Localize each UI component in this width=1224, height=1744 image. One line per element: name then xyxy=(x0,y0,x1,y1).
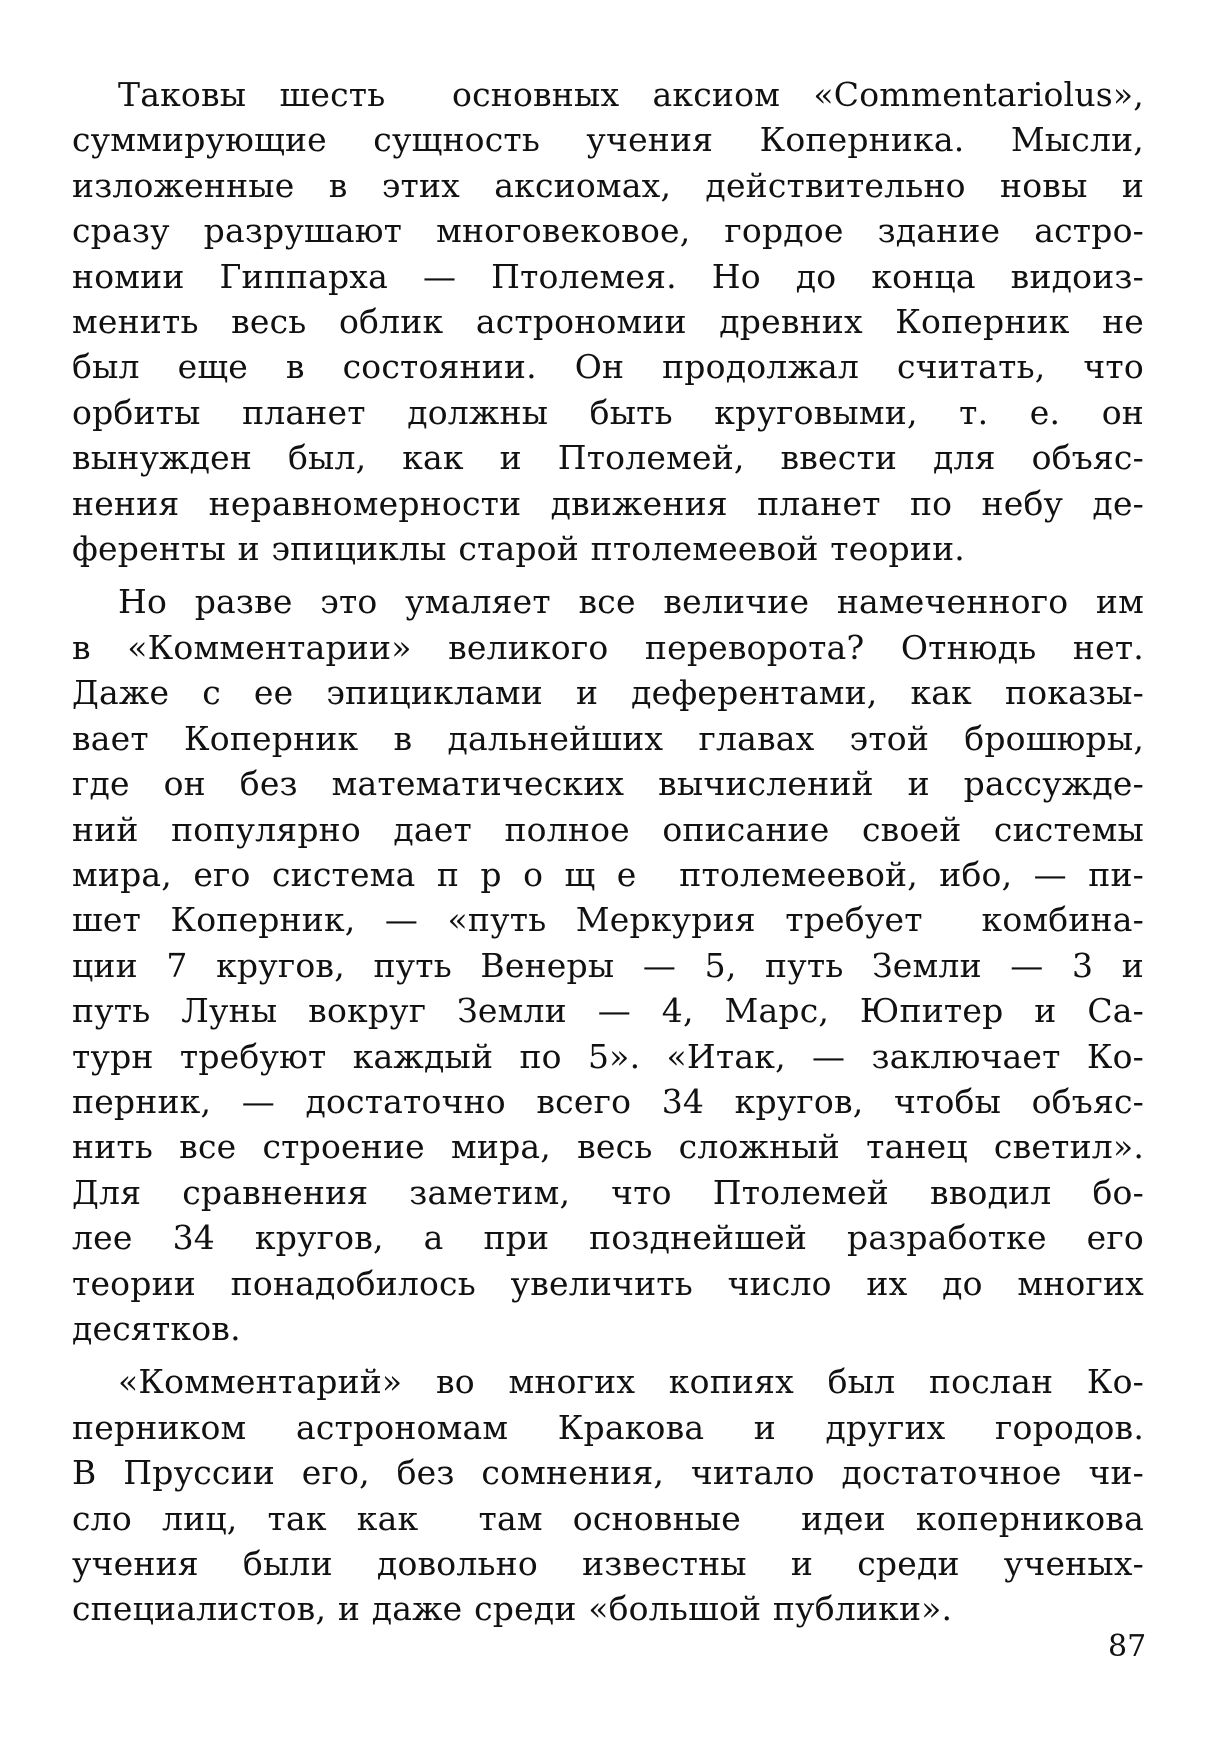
text-line: менить весь облик астрономии древних Коперник не xyxy=(72,302,1145,342)
text-line: ний популярно дает полное описание своей системы xyxy=(72,809,1144,849)
text-line: учения были довольно известны и среди ученых- xyxy=(72,1544,1144,1583)
text-line: суммирующие сущность учения Коперника. Мысли, xyxy=(72,120,1144,160)
text-line: сразу разрушают многовековое, гордое здание астро- xyxy=(72,211,1144,251)
text-line: в «Комментарии» великого переворота? Отнюдь нет. xyxy=(72,627,1144,667)
text-line: Таковы шесть основных аксиом «Commentariolus», xyxy=(118,75,1144,114)
text-line: турн требуют каждый по 5». «Итак, — заключает Ко- xyxy=(72,1036,1145,1076)
text-line: где он без математических вычислений и рассужде- xyxy=(72,764,1144,804)
text-line: сло лиц, так как там основные идеи коперникова xyxy=(72,1498,1144,1538)
text-line: нить все строение мира, весь сложный танец светил». xyxy=(72,1127,1145,1167)
text-line: шет Коперник, — «путь Меркурия требует комбина- xyxy=(72,900,1144,940)
text-line: Для сравнения заметим, что Птолемей вводил бо- xyxy=(72,1172,1144,1212)
text-line: Даже с ее эпициклами и деферентами, как показы- xyxy=(72,673,1144,713)
text-line: Но разве это умаляет все величие намеченного им xyxy=(118,582,1144,622)
text-line: был еще в состоянии. Он продолжал считать, что xyxy=(72,347,1144,387)
body-text xyxy=(72,72,1144,1632)
page-number: 87 xyxy=(1108,1629,1147,1664)
text-line: специалистов, и даже среди «большой публики». xyxy=(72,1589,953,1629)
text-line: вает Коперник в дальнейших главах этой брошюры, xyxy=(72,718,1145,758)
text-line: перником астрономам Кракова и других городов. xyxy=(72,1407,1145,1447)
text-line: номии Гиппарха — Птолемея. Но до конца видоиз- xyxy=(72,256,1144,296)
paragraph-gap xyxy=(72,1351,1144,1359)
text-line: вынужден был, как и Птолемей, ввести для объяс- xyxy=(72,438,1144,478)
text-line: перник, — достаточно всего 34 кругов, чтобы объяс- xyxy=(72,1081,1144,1121)
text-line: орбиты планет должны быть круговыми, т. е. он xyxy=(72,392,1144,432)
text-line: мира, его система п р о щ е птолемеевой, ибо, — пи- xyxy=(72,854,1144,894)
text-line: десятков. xyxy=(72,1308,241,1348)
paragraph-2 xyxy=(72,579,1144,1351)
paragraph-gap xyxy=(72,571,1144,579)
text-line: изложенные в этих аксиомах, действительно новы и xyxy=(72,165,1145,205)
text-line: В Пруссии его, без сомнения, читало достаточное чи- xyxy=(72,1453,1145,1493)
text-line: лее 34 кругов, а при позднейшей разработке его xyxy=(72,1218,1144,1258)
text-line: путь Луны вокруг Земли — 4, Марс, Юпитер и Са- xyxy=(72,991,1144,1031)
text-line: «Комментарий» во многих копиях был послан Ко- xyxy=(118,1362,1144,1402)
text-line: ции 7 кругов, путь Венеры — 5, путь Земли — 3 и xyxy=(72,945,1144,985)
paragraph-1 xyxy=(72,72,1144,571)
text-line: ференты и эпициклы старой птолемеевой теории. xyxy=(72,529,965,569)
text-line: теории понадобилось увеличить число их до многих xyxy=(72,1263,1144,1303)
paragraph-3 xyxy=(72,1359,1144,1631)
text-line: нения неравномерности движения планет по небу де- xyxy=(72,483,1145,523)
